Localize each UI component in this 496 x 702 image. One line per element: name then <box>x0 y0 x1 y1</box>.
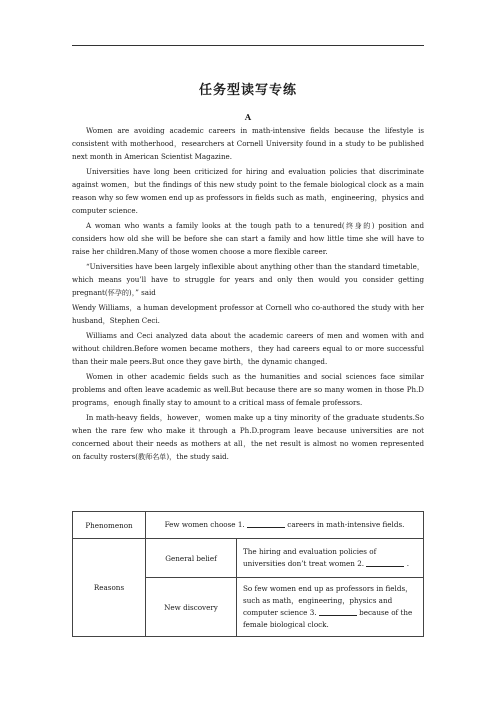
phenomenon-text-before: Few women choose 1. <box>164 520 245 529</box>
phenomenon-label: Phenomenon <box>73 512 146 539</box>
paragraph-4: “Universities have been largely inflexible about anything other than the standard timetable，which means you’ll have to struggle for years and only then would you consider getting pregnant(怀孕的)，” said <box>72 262 424 297</box>
paragraph-5: Wendy Williams，a human development professor at Cornell who co-authored the study with her husband，Stephen Ceci. <box>72 303 424 325</box>
paragraph-6: Williams and Ceci analyzed data about the academic careers of men and women with and without children.Before women became mothers，they had careers equal to or more successful than their male peers.But once they gave birth，the dynamic changed. <box>72 331 424 366</box>
phenomenon-text-after: careers in math-intensive fields. <box>287 520 405 529</box>
page-title: 任务型读写专练 <box>198 83 297 98</box>
general-belief-label: General belief <box>146 539 237 578</box>
phenomenon-row <box>73 512 424 539</box>
new-discovery-text-before: So few women end up as professors in fields，such as math，engineering，physics and computer science 3. <box>243 584 413 617</box>
reasons-label: Reasons <box>73 539 146 637</box>
general-belief-row <box>73 539 424 578</box>
new-discovery-label: New discovery <box>146 578 237 637</box>
blank-3[interactable] <box>319 607 357 616</box>
phenomenon-cell <box>146 512 424 539</box>
summary-table <box>72 511 424 637</box>
paragraph-2: Universities have long been criticized for hiring and evaluation policies that discriminate against women，but the findings of this new study point to the female biological clock as a main reason why so few women end up as professors in fields such as math，engineering，physics and computer science. <box>72 167 424 215</box>
new-discovery-cell <box>237 578 424 637</box>
general-belief-text-before: The hiring and evaluation policies of universities don’t treat women 2. <box>243 547 377 568</box>
paragraph-3: A woman who wants a family looks at the tough path to a tenured(终身的) position and considers how old she will be before she can start a family and how little time she will have to raise her children.Many of those women choose a more flexible career. <box>72 221 424 256</box>
blank-2[interactable] <box>366 558 404 567</box>
paragraph-8: In math-heavy fields，however，women make up a tiny minority of the graduate students.So when the rare few who make it through a Ph.D.program leave because universities are not concerned about their needs as mothers at all，the net result is almost no women represented on faculty rosters(教师名单)，the study said. <box>72 413 424 461</box>
paragraph-7: Women in other academic fields such as the humanities and social sciences face similar problems and often leave academic as well.But because there are so many women in those Ph.D programs，enough finally stay to amount to a critical mass of female professors. <box>72 372 424 407</box>
passage <box>72 124 424 465</box>
general-belief-text-after: . <box>406 559 409 568</box>
new-discovery-text-after: because of the female biological clock. <box>243 608 413 629</box>
paragraph-1: Women are avoiding academic careers in math-intensive fields because the lifestyle is consistent with motherhood，researchers at Cornell University found in a study to be published next month in American Scientist Magazine. <box>72 126 424 161</box>
general-belief-cell <box>237 539 424 578</box>
section-letter: A <box>244 112 252 122</box>
blank-1[interactable] <box>247 519 285 528</box>
header-rule <box>72 45 424 46</box>
